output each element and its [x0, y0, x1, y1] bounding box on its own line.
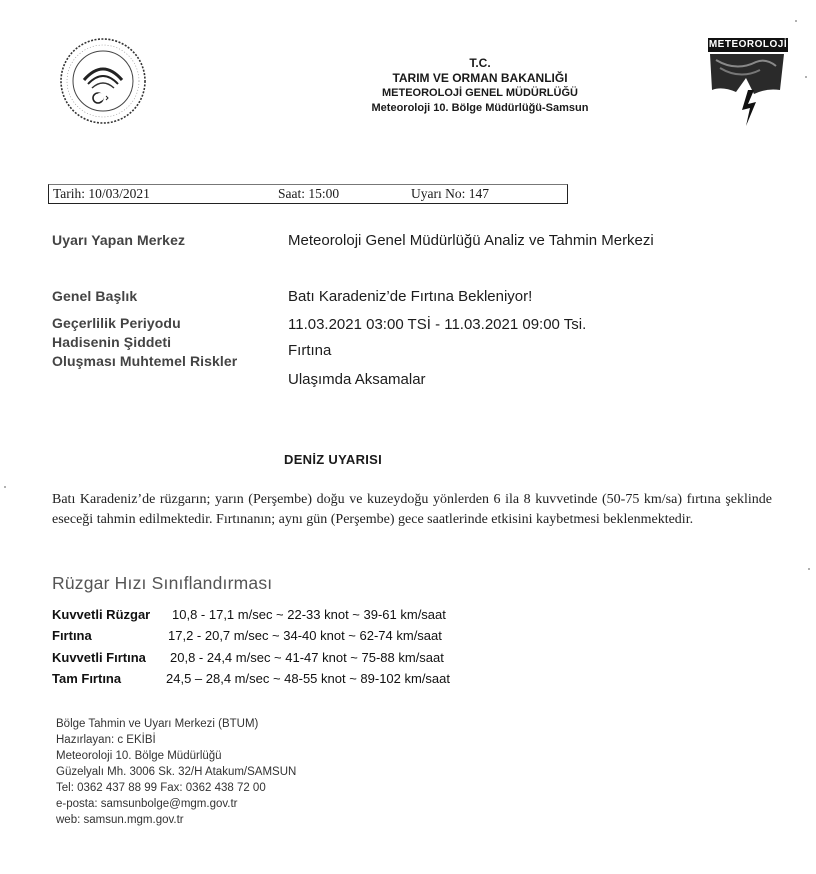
- scan-speck: [805, 76, 807, 78]
- scan-speck: [808, 568, 810, 570]
- footer-center-name: Bölge Tahmin ve Uyarı Merkezi (BTUM): [56, 718, 259, 730]
- wind-class-name: Fırtına: [52, 628, 92, 643]
- contact-footer: [56, 716, 296, 828]
- value-severity: Fırtına: [288, 342, 332, 359]
- label-severity: Hadisenin Şiddeti: [52, 334, 172, 350]
- wind-class-spec: 24,5 – 28,4 m/sec ~ 48-55 knot ~ 89-102 km/saat: [166, 671, 451, 686]
- header-line-region: Meteoroloji 10. Bölge Müdürlüğü-Samsun: [371, 102, 589, 114]
- header-block: [300, 56, 660, 116]
- header-line-directorate: METEOROLOJİ GENEL MÜDÜRLÜĞÜ: [382, 87, 578, 99]
- label-issuing-center: Uyarı Yapan Merkez: [52, 232, 186, 248]
- footer-phone-fax: Tel: 0362 437 88 99 Fax: 0362 438 72 00: [56, 782, 266, 794]
- warning-date: Tarih: 10/03/2021: [53, 186, 150, 201]
- label-risks: Oluşması Muhtemel Riskler: [52, 353, 238, 369]
- footer-email: e-posta: samsunbolge@mgm.gov.tr: [56, 798, 238, 810]
- meteoroloji-logo: [706, 38, 788, 130]
- wind-classification-title: Rüzgar Hızı Sınıflandırması: [52, 573, 273, 593]
- wind-class-name: Tam Fırtına: [52, 671, 122, 686]
- header-line-tc: T.C.: [469, 56, 491, 70]
- wind-class-spec: 20,8 - 24,4 m/sec ~ 41-47 knot ~ 75-88 km/saat: [170, 650, 444, 665]
- value-risks: Ulaşımda Aksamalar: [288, 371, 426, 388]
- wind-class-spec: 10,8 - 17,1 m/sec ~ 22-33 knot ~ 39-61 km/saat: [172, 607, 446, 622]
- value-validity-period: 11.03.2021 03:00 TSİ - 11.03.2021 09:00 Tsi.: [288, 316, 587, 333]
- value-general-title: Batı Karadeniz’de Fırtına Bekleniyor!: [288, 288, 533, 305]
- wind-class-name: Kuvvetli Rüzgar: [52, 607, 151, 622]
- label-general-title: Genel Başlık: [52, 288, 138, 304]
- ministry-seal-logo: [58, 36, 148, 126]
- section-title-sea-warning: DENİZ UYARISI: [284, 452, 383, 467]
- meteoroloji-logo-text: METEOROLOJİ: [708, 39, 788, 50]
- scan-speck: [4, 486, 6, 488]
- footer-address: Güzelyalı Mh. 3006 Sk. 32/H Atakum/SAMSUN: [56, 766, 297, 778]
- warning-number: Uyarı No: 147: [411, 186, 489, 201]
- warning-meta-box: [48, 184, 568, 204]
- warning-paragraph: Batı Karadeniz’de rüzgarın; yarın (Perşembe) doğu ve kuzeydoğu yönlerden 6 ila 8 kuvvetinde (50-75 km/sa) fırtına şeklinde eseceği tahmin edilmektedir. Fırtınanın; aynı gün (Perşembe) gece saatlerinde etkisini kaybetmesi beklenmektedir.: [52, 492, 772, 527]
- label-validity-period: Geçerlilik Periyodu: [52, 315, 181, 331]
- footer-directorate: Meteoroloji 10. Bölge Müdürlüğü: [56, 750, 222, 762]
- value-issuing-center: Meteoroloji Genel Müdürlüğü Analiz ve Tahmin Merkezi: [288, 232, 654, 249]
- header-line-ministry: TARIM VE ORMAN BAKANLIĞI: [392, 71, 568, 85]
- scan-speck: [795, 20, 797, 22]
- wind-class-name: Kuvvetli Fırtına: [52, 650, 146, 665]
- footer-web: web: samsun.mgm.gov.tr: [56, 814, 184, 826]
- warning-time: Saat: 15:00: [278, 186, 340, 201]
- wind-class-spec: 17,2 - 20,7 m/sec ~ 34-40 knot ~ 62-74 km/saat: [168, 628, 442, 643]
- footer-prepared-by: Hazırlayan: c EKİBİ: [56, 734, 156, 746]
